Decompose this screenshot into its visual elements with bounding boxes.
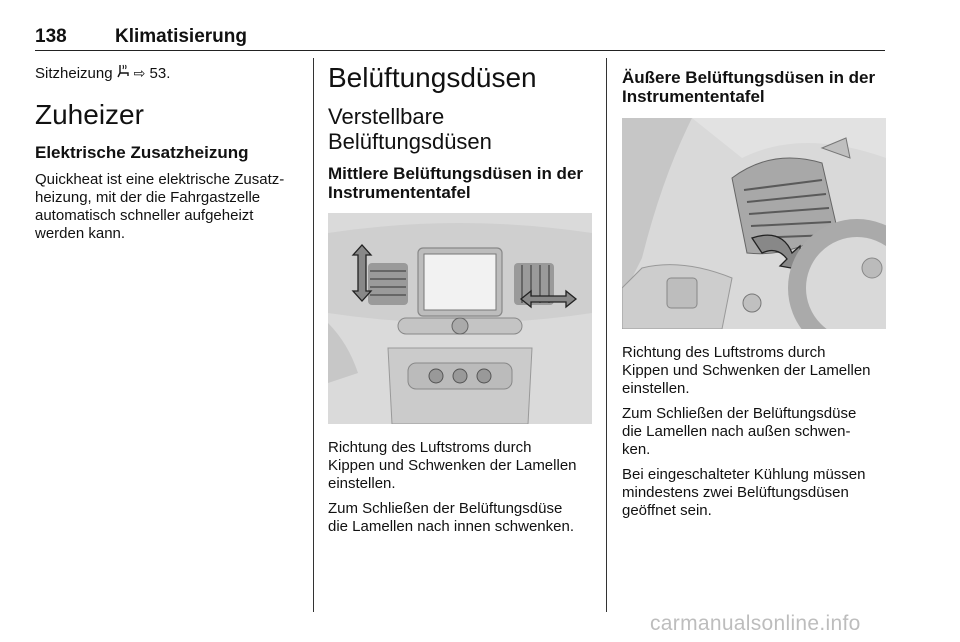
paragraph-line: Quickheat ist eine elektrische Zusatz- bbox=[35, 171, 285, 188]
paragraph-line: Richtung des Luftstroms durch bbox=[622, 344, 826, 361]
paragraph-line: Richtung des Luftstroms durch bbox=[328, 439, 532, 456]
paragraph-line: die Lamellen nach innen schwenken. bbox=[328, 518, 574, 535]
outer-vents-paragraph-1 bbox=[622, 344, 888, 398]
chapter-title: Klimatisierung bbox=[115, 26, 247, 47]
subheading-line: Instrumententafel bbox=[328, 183, 471, 202]
page-reference-arrow-icon: ⇨ bbox=[133, 65, 146, 81]
paragraph-line: heizung, mit der die Fahrgastzelle bbox=[35, 189, 261, 206]
heading-line: Belüftungsdüsen bbox=[328, 129, 492, 154]
section-heading bbox=[328, 104, 593, 154]
paragraph-line: Kippen und Schwenken der Lamellen bbox=[622, 362, 871, 379]
seat-heating-icon bbox=[117, 65, 134, 81]
center-vents-paragraph-2 bbox=[328, 500, 593, 536]
outer-vents-paragraph-2 bbox=[622, 405, 888, 459]
reference-text: Sitzheizung bbox=[35, 65, 113, 82]
center-vents-paragraph-1 bbox=[328, 439, 593, 493]
paragraph-line: Bei eingeschalteter Kühlung müssen bbox=[622, 466, 866, 483]
page-number: 138 bbox=[35, 26, 67, 47]
middle-column bbox=[328, 58, 593, 536]
paragraph-line: geöffnet sein. bbox=[622, 502, 712, 519]
paragraph-line: automatisch schneller aufgeheizt bbox=[35, 207, 254, 224]
subtitle-zusatzheizung: Elektrische Zusatzheizung bbox=[35, 143, 249, 162]
paragraph-line: Kippen und Schwenken der Lamellen bbox=[328, 457, 577, 474]
right-column bbox=[622, 58, 888, 520]
subheading-line: Äußere Belüftungsdüsen in der bbox=[622, 68, 876, 87]
reference-page[interactable]: 53. bbox=[149, 65, 171, 82]
center-vents-illustration bbox=[328, 213, 592, 424]
paragraph-line: Zum Schließen der Belüftungsdüse bbox=[328, 500, 563, 517]
section-title-zuheizer: Zuheizer bbox=[35, 99, 144, 130]
subheading-center-vents bbox=[328, 164, 593, 202]
left-column bbox=[35, 58, 297, 243]
paragraph-line: ken. bbox=[622, 441, 651, 458]
paragraph-line: werden kann. bbox=[35, 225, 126, 242]
paragraph-line: mindestens zwei Belüftungsdüsen bbox=[622, 484, 849, 501]
page-header bbox=[35, 24, 885, 51]
paragraph-line: einstellen. bbox=[328, 475, 396, 492]
outer-vents-paragraph-3 bbox=[622, 466, 888, 520]
zusatzheizung-paragraph bbox=[35, 171, 297, 243]
watermark: carmanualsonline.info bbox=[650, 612, 861, 635]
subheading-line: Mittlere Belüftungsdüsen in der bbox=[328, 164, 584, 183]
paragraph-line: die Lamellen nach außen schwen- bbox=[622, 423, 851, 440]
paragraph-line: Zum Schließen der Belüftungsdüse bbox=[622, 405, 857, 422]
page-title-belueftungsduesen: Belüftungsdüsen bbox=[328, 62, 537, 93]
outer-vents-illustration bbox=[622, 118, 886, 329]
column-divider bbox=[606, 58, 607, 612]
subheading-outer-vents bbox=[622, 68, 888, 106]
heading-line: Verstellbare bbox=[328, 104, 445, 129]
seat-heating-reference bbox=[35, 64, 297, 83]
column-divider bbox=[313, 58, 314, 612]
subheading-line: Instrumententafel bbox=[622, 87, 765, 106]
paragraph-line: einstellen. bbox=[622, 380, 690, 397]
